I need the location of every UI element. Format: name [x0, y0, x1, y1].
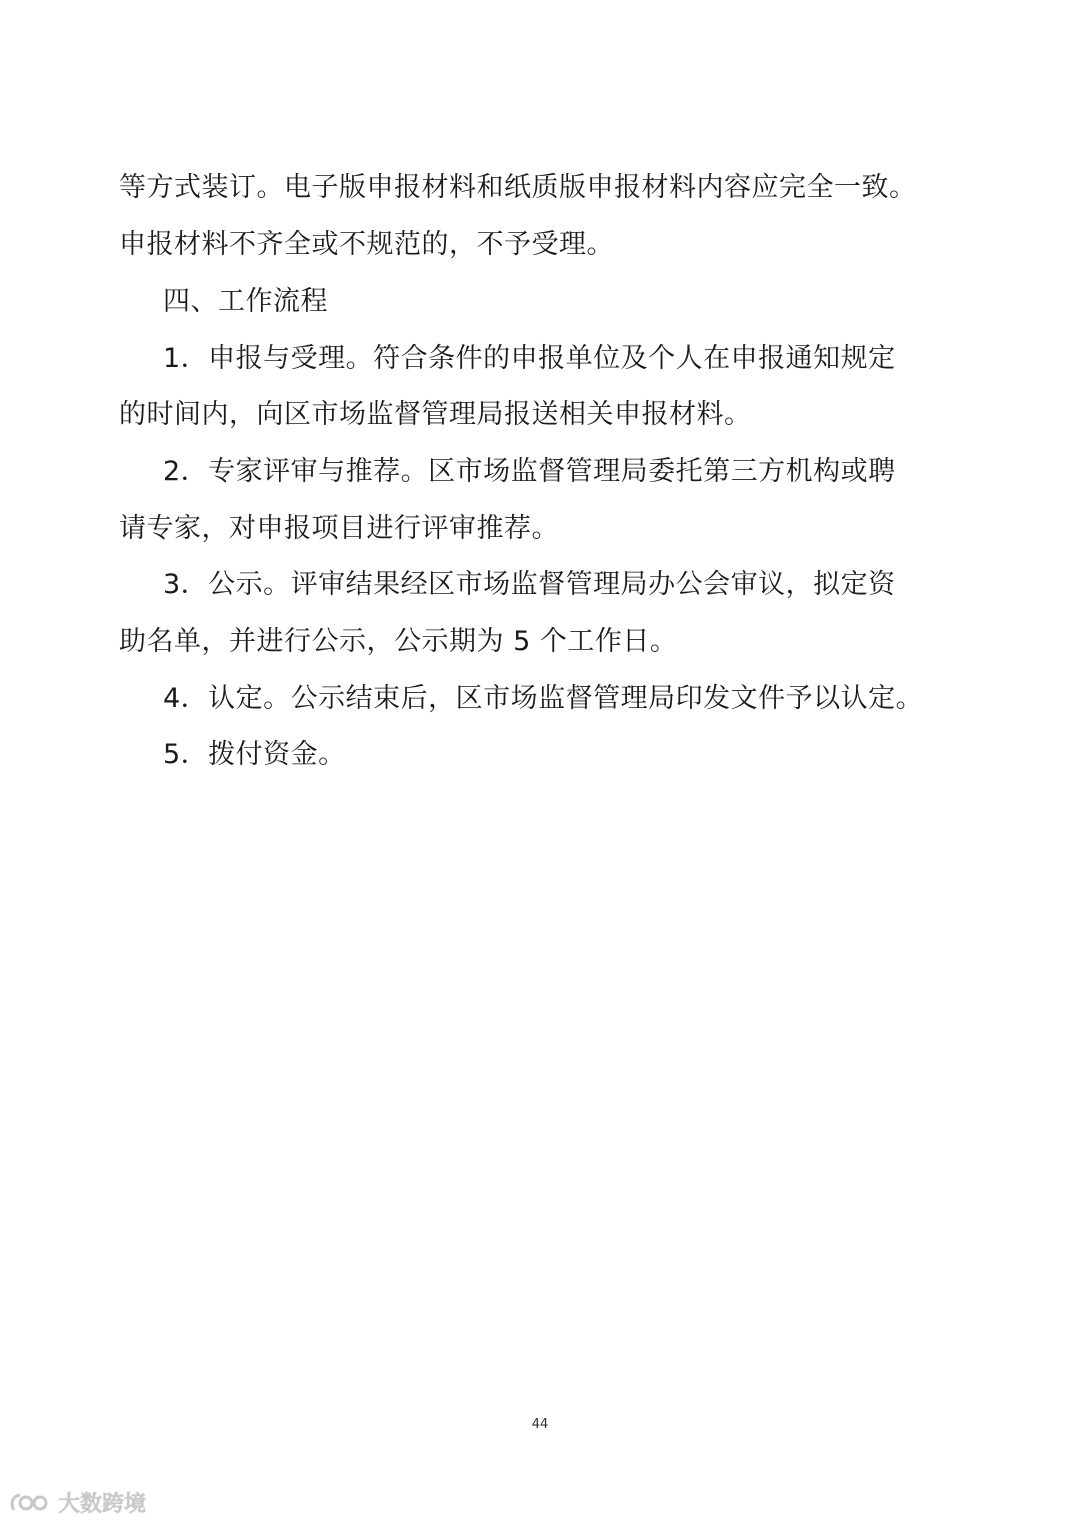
- section-heading: 四、工作流程: [163, 286, 328, 317]
- step-2-line-2: 请专家，对申报项目进行评审推荐。: [119, 513, 559, 544]
- paragraph-line-2: 申报材料不齐全或不规范的，不予受理。: [119, 229, 614, 260]
- paragraph-line-1: 等方式装订。电子版申报材料和纸质版申报材料内容应完全一致。: [119, 172, 917, 203]
- watermark: [8, 1487, 146, 1518]
- page-number: 44: [531, 1417, 549, 1432]
- watermark-logo-icon: [8, 1490, 52, 1516]
- step-4-line: 4．认定。公示结束后，区市场监督管理局印发文件予以认定。: [163, 683, 924, 714]
- step-1-line-2: 的时间内，向区市场监督管理局报送相关申报材料。: [119, 399, 752, 430]
- step-2-line-1: 2．专家评审与推荐。区市场监督管理局委托第三方机构或聘: [163, 456, 896, 487]
- step-3-line-1: 3．公示。评审结果经区市场监督管理局办公会审议，拟定资: [163, 569, 896, 600]
- step-3-line-2: 助名单，并进行公示，公示期为 5 个工作日。: [119, 626, 678, 657]
- step-1-line-1: 1．申报与受理。符合条件的申报单位及个人在申报通知规定: [163, 343, 896, 374]
- step-5-line: 5．拨付资金。: [163, 739, 346, 770]
- watermark-text: 大数跨境: [58, 1492, 147, 1517]
